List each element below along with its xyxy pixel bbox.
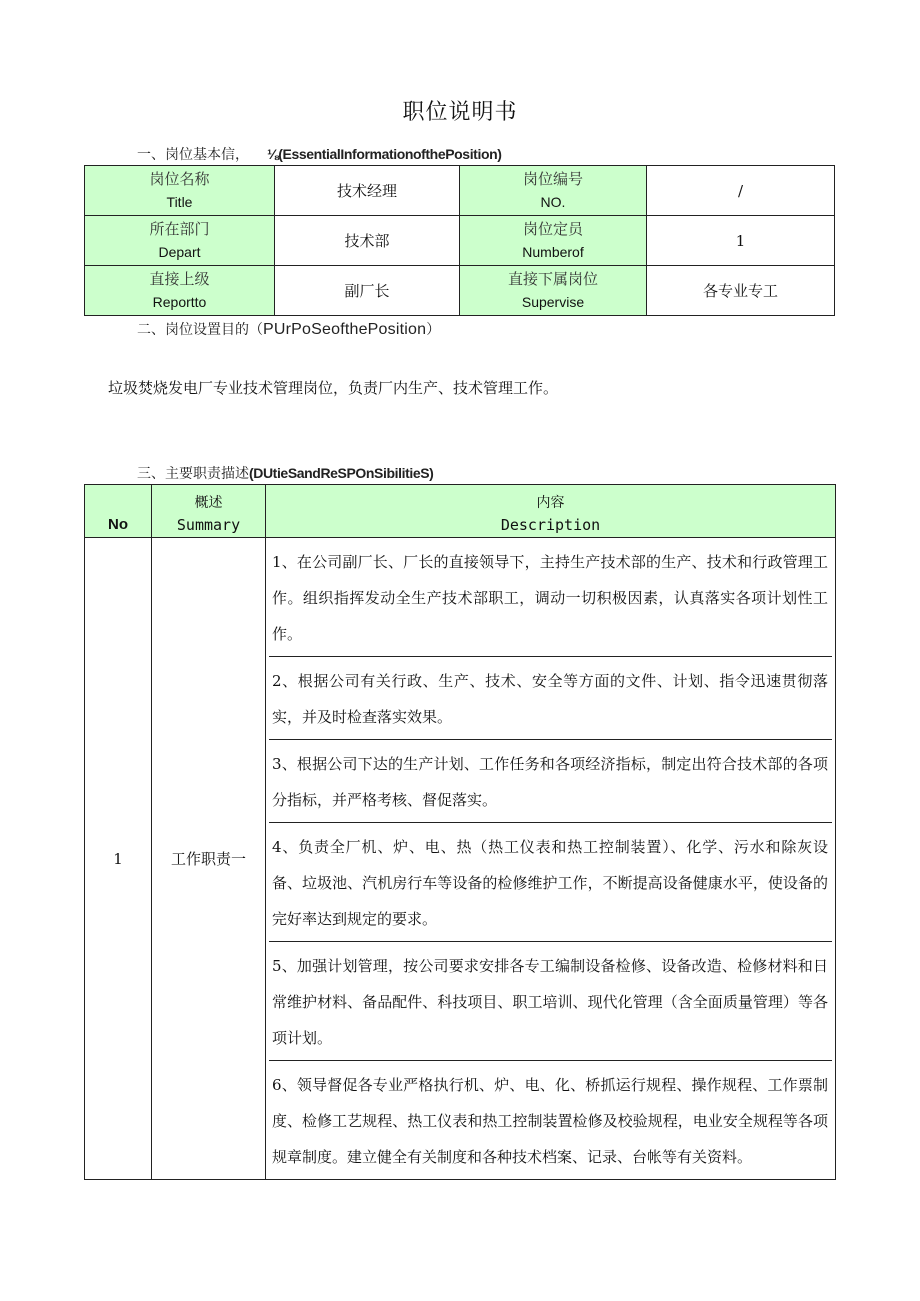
- section-duties-label: 三、主要职责描述: [137, 466, 249, 482]
- label-headcount: 岗位定员 Numberof: [460, 216, 647, 266]
- section-purpose-label: 二、岗位设置目的（: [137, 322, 263, 338]
- label-report-to: 直接上级 Reportto: [85, 266, 275, 316]
- duties-table: [84, 484, 836, 1180]
- value-report-to: 副厂长: [275, 266, 460, 316]
- duties-header-row: [85, 485, 836, 538]
- label-no: 岗位编号 NO.: [460, 166, 647, 216]
- duty-summary: 工作职责一: [152, 538, 266, 1180]
- list-item: 3、根据公司下达的生产计划、工作任务和各项经济指标，制定出符合技术部的各项分指标，并严格考核、督促落实。: [269, 740, 832, 823]
- info-row-department: [85, 216, 835, 266]
- duty-description: [266, 538, 836, 1180]
- list-item: 2、根据公司有关行政、生产、技术、安全等方面的文件、计划、指令迅速贯彻落实，并及时检查落实效果。: [269, 657, 832, 740]
- info-row-report: [85, 266, 835, 316]
- value-no: /: [647, 166, 835, 216]
- section-purpose-close: ）: [426, 322, 441, 338]
- page-title: 职位说明书: [402, 100, 518, 125]
- list-item: 5、加强计划管理，按公司要求安排各专工编制设备检修、设备改造、检修材料和日常维护材料、备品配件、科技项目、职工培训、现代化管理（含全面质量管理）等各项计划。: [269, 942, 832, 1061]
- section-purpose-heading: [137, 319, 440, 339]
- table-row: [85, 538, 836, 1180]
- basic-info-table: [84, 165, 835, 316]
- value-department: 技术部: [275, 216, 460, 266]
- section-duties-en: (DUtieSandReSPOnSibilitieS): [249, 465, 434, 481]
- section-duties-heading: [137, 463, 433, 483]
- label-department: 所在部门 Depart: [85, 216, 275, 266]
- header-no: No: [85, 485, 152, 538]
- header-description: 内容 Description: [266, 485, 836, 538]
- section-basic-info-en: ⅛(EssentialInformationofthePosition): [267, 146, 502, 162]
- value-supervise: 各专业专工: [647, 266, 835, 316]
- label-supervise: 直接下属岗位 Supervise: [460, 266, 647, 316]
- section-basic-info-heading: [137, 144, 502, 164]
- section-purpose-en: PUrPoSeofthePosition: [263, 321, 427, 338]
- purpose-text: 垃圾焚烧发电厂专业技术管理岗位，负责厂内生产、技术管理工作。: [108, 379, 559, 397]
- list-item: 6、领导督促各专业严格执行机、炉、电、化、桥抓运行规程、操作规程、工作票制度、检修工艺规程、热工仪表和热工控制装置检修及校验规程，电业安全规程等各项规章制度。建立健全有关制度和各种技术档案、记录、台帐等有关资料。: [272, 1076, 828, 1166]
- list-item: 4、负责全厂机、炉、电、热（热工仪表和热工控制装置）、化学、污水和除灰设备、垃圾池、汽机房行车等设备的检修维护工作，不断提高设备健康水平，使设备的完好率达到规定的要求。: [269, 823, 832, 942]
- duty-number: 1: [85, 538, 152, 1180]
- header-summary: 概述 Summary: [152, 485, 266, 538]
- info-row-title: [85, 166, 835, 216]
- value-headcount: 1: [647, 216, 835, 266]
- value-title: 技术经理: [275, 166, 460, 216]
- label-title: 岗位名称 Title: [85, 166, 275, 216]
- section-basic-info-label: 一、岗位基本信，: [137, 147, 249, 163]
- list-item: 1、在公司副厂长、厂长的直接领导下，主持生产技术部的生产、技术和行政管理工作。组织指挥发动全生产技术部职工，调动一切积极因素，认真落实各项计划性工作。: [269, 538, 832, 657]
